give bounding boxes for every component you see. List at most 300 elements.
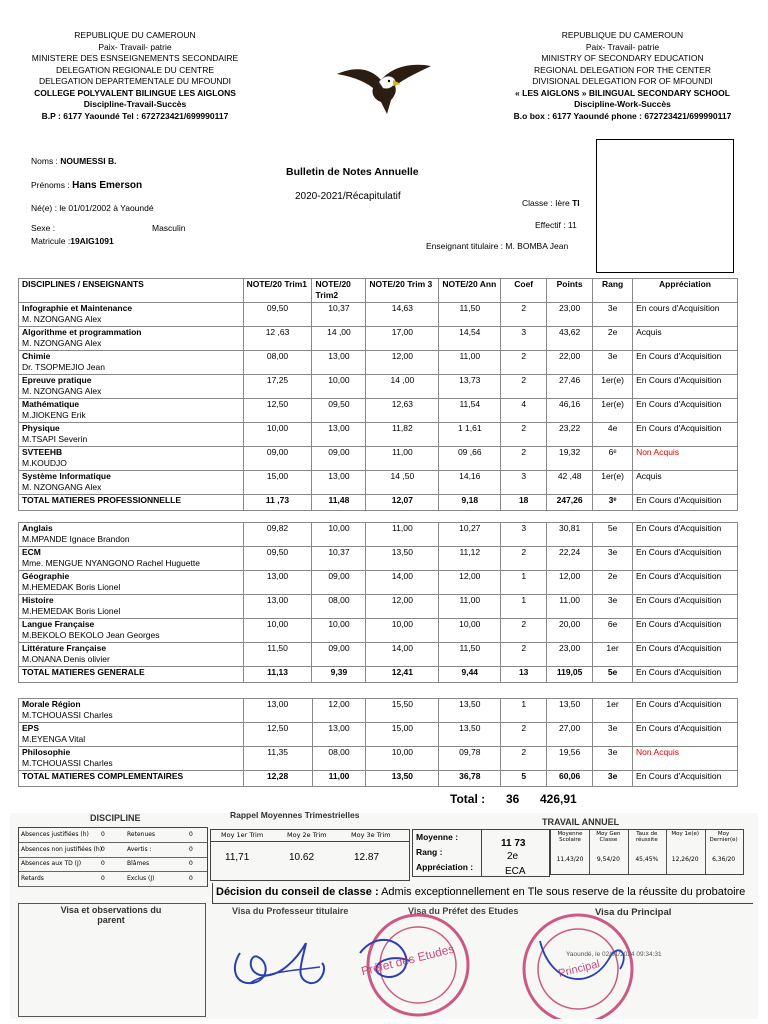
- travail-title: TRAVAIL ANNUEL: [542, 817, 620, 827]
- appreciation-cell: En Cours d'Acquisition: [633, 643, 738, 667]
- trim3-cell: 15,50: [366, 699, 439, 723]
- subject-row: [19, 447, 738, 471]
- rappel-v1: 11,71: [225, 852, 250, 863]
- annual-cell: 11,50: [439, 303, 501, 327]
- points-cell: 42 ,48: [547, 471, 593, 495]
- class-size: Effectif : 11: [535, 220, 577, 230]
- total-coef: 5: [501, 771, 547, 787]
- annual-cell: 10,00: [439, 619, 501, 643]
- rank-cell: 1er(e): [593, 375, 633, 399]
- total-points: 247,26: [547, 495, 593, 511]
- trim2-cell: 08,00: [312, 595, 366, 619]
- annual-cell: 11,54: [439, 399, 501, 423]
- appreciation-cell: En Cours d'Acquisition: [633, 375, 738, 399]
- subject-name: Infographie et Maintenance: [22, 303, 133, 313]
- trim1-cell: 12,50: [243, 723, 312, 747]
- subject-cell: [19, 303, 244, 327]
- decision-label: Décision du conseil de classe :: [216, 886, 379, 898]
- appreciation-cell: En Cours d'Acquisition: [633, 571, 738, 595]
- appreciation-cell: Non Acquis: [633, 747, 738, 771]
- travail-header: Moy Dernier(e): [709, 831, 738, 843]
- student-matricule-row: [31, 236, 114, 246]
- points-cell: 23,22: [547, 423, 593, 447]
- rappel-h3: Moy 3e Trim: [351, 831, 391, 839]
- total-row: [19, 667, 738, 683]
- subject-row: [19, 399, 738, 423]
- student-firstname: Hans Emerson: [72, 180, 143, 191]
- grand-total-label: Total :: [450, 792, 486, 806]
- coef-cell: 2: [501, 423, 547, 447]
- grand-total-coef: 36: [506, 792, 520, 806]
- header-fr-line: Paix- Travail- patrie: [98, 41, 172, 52]
- discipline-b-value: 0: [189, 831, 193, 838]
- student-name-label: Noms :: [31, 156, 58, 166]
- trim2-cell: 13,00: [312, 471, 366, 495]
- trim2-cell: 10,37: [312, 303, 366, 327]
- student-firstname-label: Prénoms :: [31, 180, 70, 190]
- header-fr-contact: B.P : 6177 Yaoundé Tel : 672723421/699990117: [41, 110, 229, 121]
- coef-cell: 2: [501, 303, 547, 327]
- trim1-cell: 13,00: [243, 699, 312, 723]
- trim3-cell: 17,00: [366, 327, 439, 351]
- rank-cell: 3e: [593, 351, 633, 375]
- discipline-b-value: 0: [189, 874, 193, 882]
- total-label: TOTAL MATIERES COMPLEMENTAIRES: [19, 771, 244, 787]
- header-fr-line: MINISTERE DES ESNSEIGNEMENTS SECONDAIRE: [31, 53, 239, 63]
- bulletin-title: Bulletin de Notes Annuelle: [286, 166, 419, 178]
- stamp-principal-text: Principal: [557, 958, 602, 980]
- stamp-prefet-text: Préfet des Etudes: [359, 941, 456, 979]
- annual-cell: 10,27: [439, 523, 501, 547]
- trim2-cell: 13,00: [312, 723, 366, 747]
- discipline-a-label: Retards: [21, 874, 44, 882]
- trim3-cell: 14 ,50: [366, 471, 439, 495]
- subject-cell: [19, 571, 244, 595]
- discipline-a-value: 0: [101, 860, 105, 867]
- travail-value: 11,43/20: [556, 856, 584, 863]
- subject-cell: [19, 699, 244, 723]
- points-cell: 19,32: [547, 447, 593, 471]
- travail-header: Moyenne Scolaire: [557, 831, 583, 843]
- stamp-date: Yaoundé, le 02/01/2024 09:34:31: [566, 951, 662, 958]
- points-cell: 23,00: [547, 303, 593, 327]
- rank-cell: 1er: [593, 699, 633, 723]
- coef-cell: 1: [501, 571, 547, 595]
- header-fr-line: REPUBLIQUE DU CAMEROUN: [74, 30, 196, 40]
- annual-cell: 14,16: [439, 471, 501, 495]
- trim2-cell: 08,00: [312, 747, 366, 771]
- class-teacher: Enseignant titulaire : M. BOMBA Jean: [426, 241, 569, 251]
- trim1-cell: 15,00: [243, 471, 312, 495]
- col-header: NOTE/20 Trim1: [243, 279, 312, 303]
- teacher-name: M. NZONGANG Alex: [22, 314, 102, 324]
- travail-header: Moy Gen Classe: [596, 831, 621, 843]
- subject-cell: [19, 523, 244, 547]
- annual-cell: 09 ,66: [439, 447, 501, 471]
- trim1-cell: 09,00: [243, 447, 312, 471]
- total-appreciation: En Cours d'Acquisition: [633, 771, 738, 787]
- coef-cell: 2: [501, 747, 547, 771]
- decision-row: [216, 886, 745, 898]
- teacher-name: M. NZONGANG Alex: [22, 338, 102, 348]
- teacher-name: M.KOUDJO: [22, 458, 67, 468]
- annual-cell: 12,00: [439, 571, 501, 595]
- discipline-row: [19, 828, 207, 843]
- subject-cell: [19, 723, 244, 747]
- total-trim2: 11,48: [312, 495, 366, 511]
- class-row: [522, 198, 580, 208]
- trim2-cell: 13,00: [312, 351, 366, 375]
- trim3-cell: 14,00: [366, 571, 439, 595]
- header-fr-line: DELEGATION REGIONALE DU CENTRE: [55, 64, 215, 75]
- annual-cell: 11,00: [439, 351, 501, 375]
- col-header: Coef: [501, 279, 547, 303]
- points-cell: 13,50: [547, 699, 593, 723]
- subject-name: Histoire: [22, 595, 54, 605]
- subject-row: [19, 523, 738, 547]
- subject-name: Algorithme et programmation: [22, 327, 142, 337]
- subject-cell: [19, 327, 244, 351]
- total-rank: 5e: [593, 667, 633, 683]
- discipline-a-value: 0: [101, 845, 105, 853]
- rang-value: 2e: [507, 851, 519, 862]
- grades-table-professional: [18, 278, 738, 511]
- teacher-name: M.ONANA Denis olivier: [22, 654, 110, 664]
- rank-cell: 3e: [593, 303, 633, 327]
- header-en-line: MINISTRY OF SECONDARY EDUCATION: [541, 53, 704, 63]
- subject-name: Philosophie: [22, 747, 71, 757]
- subject-cell: [19, 595, 244, 619]
- appreciation-cell: En Cours d'Acquisition: [633, 547, 738, 571]
- annual-cell: 13,73: [439, 375, 501, 399]
- teacher-name: M.TCHOUASSI Charles: [22, 710, 113, 720]
- subject-cell: [19, 471, 244, 495]
- moyenne-value: 11 73: [501, 838, 526, 849]
- subject-row: [19, 471, 738, 495]
- moyenne-box: [412, 829, 550, 877]
- discipline-a-value: 0: [101, 874, 105, 882]
- points-cell: 46,16: [547, 399, 593, 423]
- points-cell: 20,00: [547, 619, 593, 643]
- total-points: 60,06: [547, 771, 593, 787]
- coef-cell: 2: [501, 351, 547, 375]
- student-firstname-row: [31, 180, 142, 191]
- header-en-line: REPUBLIQUE DU CAMEROUN: [561, 30, 684, 40]
- trim1-cell: 09,50: [243, 303, 312, 327]
- teacher-name: M. NZONGANG Alex: [22, 386, 102, 396]
- rappel-title: Rappel Moyennes Trimestrielles: [230, 810, 360, 820]
- student-birth-label: Né(e) :: [31, 203, 57, 213]
- subject-row: [19, 327, 738, 351]
- visa-prefet: Visa du Préfet des Etudes: [408, 906, 519, 916]
- teacher-name: M.EYENGA Vital: [22, 734, 86, 744]
- trim1-cell: 13,00: [243, 595, 312, 619]
- teacher-name: Mme. MENGUE NYANGONO Rachel Huguette: [22, 558, 200, 568]
- travail-value: 12,26/20: [671, 856, 699, 863]
- total-label: TOTAL MATIERES PROFESSIONNELLE: [19, 495, 244, 511]
- teacher-name: M.MPANDE Ignace Brandon: [22, 534, 130, 544]
- grades-table-general: [18, 522, 738, 683]
- coef-cell: 3: [501, 471, 547, 495]
- subject-name: Géographie: [22, 571, 70, 581]
- col-header: NOTE/20 Trim2: [312, 279, 366, 303]
- subject-name: Physique: [22, 423, 60, 433]
- total-points: 119,05: [547, 667, 593, 683]
- student-matricule-label: Matricule :: [31, 236, 71, 246]
- appreciation-cell: En Cours d'Acquisition: [633, 619, 738, 643]
- coef-cell: 2: [501, 723, 547, 747]
- trim2-cell: 09,00: [312, 571, 366, 595]
- rank-cell: 1er: [593, 643, 633, 667]
- trim2-cell: 10,00: [312, 619, 366, 643]
- rank-cell: 2e: [593, 327, 633, 351]
- teacher-name: M.TSAPI Severin: [22, 434, 88, 444]
- rank-cell: 3e: [593, 723, 633, 747]
- rank-cell: 3e: [593, 547, 633, 571]
- teacher-name: M. NZONGANG Alex: [22, 482, 102, 492]
- subject-cell: [19, 643, 244, 667]
- total-coef: 18: [501, 495, 547, 511]
- points-cell: 22,00: [547, 351, 593, 375]
- points-cell: 27,46: [547, 375, 593, 399]
- teacher-name: M.JIOKENG Erik: [22, 410, 86, 420]
- subject-row: [19, 547, 738, 571]
- trim2-cell: 14 ,00: [312, 327, 366, 351]
- rappel-v3: 12.87: [354, 852, 380, 863]
- discipline-b-label: Exclus (J): [127, 874, 155, 882]
- trim3-cell: 12,00: [366, 595, 439, 619]
- discipline-title: DISCIPLINE: [90, 813, 141, 823]
- trim1-cell: 12,50: [243, 399, 312, 423]
- points-cell: 27,00: [547, 723, 593, 747]
- header-en: [500, 30, 745, 122]
- points-cell: 30,81: [547, 523, 593, 547]
- rank-cell: 1er(e): [593, 471, 633, 495]
- photo-box: [596, 139, 734, 273]
- subject-cell: [19, 447, 244, 471]
- subject-cell: [19, 351, 244, 375]
- trim3-cell: 14,63: [366, 303, 439, 327]
- total-trim1: 11 ,73: [243, 495, 312, 511]
- discipline-box: [18, 827, 208, 887]
- trim2-cell: 09,50: [312, 399, 366, 423]
- trim1-cell: 11,50: [243, 643, 312, 667]
- total-trim1: 12,28: [243, 771, 312, 787]
- coef-cell: 2: [501, 619, 547, 643]
- subject-row: [19, 643, 738, 667]
- trim3-cell: 11,00: [366, 447, 439, 471]
- rappel-h2: Moy 2e Trim: [287, 831, 327, 839]
- points-cell: 23,00: [547, 643, 593, 667]
- total-row: [19, 495, 738, 511]
- subject-row: [19, 699, 738, 723]
- visa-prof: Visa du Professeur titulaire: [232, 906, 349, 916]
- teacher-name: M.HEMEDAK Boris Lionel: [22, 582, 121, 592]
- points-cell: 12,00: [547, 571, 593, 595]
- trim1-cell: 17,25: [243, 375, 312, 399]
- subject-cell: [19, 375, 244, 399]
- signatures-stamps-icon: [210, 913, 758, 1019]
- subject-name: EPS: [22, 723, 40, 733]
- travail-value: 6,36/20: [712, 856, 736, 863]
- student-birth: le 01/01/2002 à Yaoundé: [59, 203, 154, 213]
- student-matricule: 19AIG1091: [70, 236, 114, 246]
- student-sex: Masculin: [152, 223, 186, 233]
- trim3-cell: 14 ,00: [366, 375, 439, 399]
- trim1-cell: 10,00: [243, 423, 312, 447]
- trim1-cell: 10,00: [243, 619, 312, 643]
- rank-cell: 5e: [593, 523, 633, 547]
- trim1-cell: 08,00: [243, 351, 312, 375]
- trim1-cell: 11,35: [243, 747, 312, 771]
- subject-name: ECM: [22, 547, 41, 557]
- teacher-name: M.BEKOLO BEKOLO Jean Georges: [22, 630, 160, 640]
- trim3-cell: 13,50: [366, 547, 439, 571]
- coef-cell: 2: [501, 375, 547, 399]
- annual-cell: 09,78: [439, 747, 501, 771]
- total-annual: 36,78: [439, 771, 501, 787]
- trim2-cell: 13,00: [312, 423, 366, 447]
- annual-cell: 13,50: [439, 699, 501, 723]
- coef-cell: 3: [501, 523, 547, 547]
- subject-name: Epreuve pratique: [22, 375, 92, 385]
- discipline-row: [19, 843, 207, 858]
- trim1-cell: 13,00: [243, 571, 312, 595]
- rank-cell: 6ᵉ: [593, 447, 633, 471]
- points-cell: 22,24: [547, 547, 593, 571]
- discipline-row: [19, 872, 207, 887]
- coef-cell: 1: [501, 595, 547, 619]
- header-en-line: DIVISIONAL DELEGATION FOR OF MFOUNDI: [532, 76, 713, 86]
- trim3-cell: 12,63: [366, 399, 439, 423]
- discipline-b-label: Avertis :: [127, 845, 152, 853]
- appreciation-value: ECA: [505, 866, 526, 877]
- subject-name: Littérature Française: [22, 643, 107, 653]
- appreciation-cell: En Cours d'Acquisition: [633, 351, 738, 375]
- decision-text: Admis exceptionnellement en Tle sous reserve de la réussite du probatoire: [381, 886, 746, 898]
- header-en-line: Paix- Travail- patrie: [585, 41, 660, 52]
- trim3-cell: 15,00: [366, 723, 439, 747]
- total-label: TOTAL MATIERES GENERALE: [19, 667, 244, 683]
- grand-total-points: 426,91: [540, 792, 577, 806]
- travail-box: [550, 829, 744, 875]
- trim3-cell: 12,00: [366, 351, 439, 375]
- appreciation-cell: Acquis: [633, 471, 738, 495]
- subject-row: [19, 351, 738, 375]
- appreciation-cell: En cours d'Acquisition: [633, 303, 738, 327]
- rank-cell: 2e: [593, 571, 633, 595]
- trim2-cell: 12,00: [312, 699, 366, 723]
- appreciation-cell: Non Acquis: [633, 447, 738, 471]
- discipline-a-label: Absences aux TD (J): [21, 860, 82, 867]
- discipline-b-label: Retenues: [127, 831, 156, 838]
- rank-cell: 3e: [593, 747, 633, 771]
- rappel-v2: 10.62: [289, 852, 315, 863]
- total-annual: 9,44: [439, 667, 501, 683]
- subject-cell: [19, 747, 244, 771]
- student-sex-label: Sexe :: [31, 223, 56, 233]
- points-cell: 43,62: [547, 327, 593, 351]
- trim1-cell: 12 ,63: [243, 327, 312, 351]
- total-coef: 13: [501, 667, 547, 683]
- annual-cell: 11,12: [439, 547, 501, 571]
- student-name: NOUMESSI B.: [60, 156, 117, 166]
- total-row: [19, 771, 738, 787]
- eagle-logo-icon: [335, 60, 433, 118]
- subject-cell: [19, 547, 244, 571]
- discipline-row: [19, 857, 207, 872]
- subject-name: Mathématique: [22, 399, 80, 409]
- header-fr-motto: Discipline-Travail-Succès: [83, 99, 187, 109]
- discipline-b-value: 0: [189, 860, 193, 867]
- travail-value: 45,45%: [635, 856, 659, 863]
- travail-value: 9,54/20: [596, 856, 620, 863]
- grades-table-complementary: [18, 698, 738, 787]
- rank-cell: 6e: [593, 619, 633, 643]
- total-annual: 9,18: [439, 495, 501, 511]
- subject-name: Anglais: [22, 523, 53, 533]
- appreciation-cell: En Cours d'Acquisition: [633, 523, 738, 547]
- points-cell: 11,00: [547, 595, 593, 619]
- rappel-h1: Moy 1er Trim: [221, 831, 264, 839]
- coef-cell: 2: [501, 547, 547, 571]
- class-label: Classe : Ière: [522, 198, 570, 208]
- trim2-cell: 10,00: [312, 523, 366, 547]
- total-rank: 3ᵉ: [593, 495, 633, 511]
- header-fr-school: COLLEGE POLYVALENT BILINGUE LES AIGLONS: [34, 87, 236, 98]
- discipline-a-label: Absences non justifiées (h): [21, 845, 103, 853]
- coef-cell: 1: [501, 699, 547, 723]
- subject-row: [19, 747, 738, 771]
- total-trim3: 13,50: [366, 771, 439, 787]
- col-header: NOTE/20 Trim 3: [366, 279, 439, 303]
- annual-cell: 14,54: [439, 327, 501, 351]
- col-header: Rang: [593, 279, 633, 303]
- trim3-cell: 11,00: [366, 523, 439, 547]
- annual-cell: 11,50: [439, 643, 501, 667]
- trim2-cell: 09,00: [312, 643, 366, 667]
- appreciation-cell: En Cours d'Acquisition: [633, 723, 738, 747]
- scanned-footer: [10, 810, 758, 1019]
- subject-row: [19, 375, 738, 399]
- rank-cell: 4e: [593, 423, 633, 447]
- subject-name: Système Informatique: [22, 471, 111, 481]
- coef-cell: 2: [501, 643, 547, 667]
- col-header: NOTE/20 Ann: [439, 279, 501, 303]
- total-rank: 3e: [593, 771, 633, 787]
- col-header: Appréciation: [633, 279, 738, 303]
- total-appreciation: En Cours d'Acquisition: [633, 495, 738, 511]
- appreciation-label: Appréciation :: [416, 862, 474, 872]
- subject-cell: [19, 399, 244, 423]
- subject-cell: [19, 619, 244, 643]
- header-en-line: REGIONAL DELEGATION FOR THE CENTER: [534, 64, 711, 75]
- appreciation-cell: En Cours d'Acquisition: [633, 399, 738, 423]
- travail-header: Moy 1e(e): [671, 831, 700, 837]
- total-trim2: 11,00: [312, 771, 366, 787]
- discipline-b-value: 0: [189, 845, 193, 853]
- appreciation-cell: Acquis: [633, 327, 738, 351]
- subject-row: [19, 723, 738, 747]
- total-trim3: 12,41: [366, 667, 439, 683]
- trim3-cell: 10,00: [366, 747, 439, 771]
- subject-name: Morale Région: [22, 699, 81, 709]
- coef-cell: 3: [501, 327, 547, 351]
- subject-row: [19, 619, 738, 643]
- header-en-contact: B.o box : 6177 Yaoundé phone : 672723421/699990117: [513, 110, 732, 121]
- total-trim2: 9,39: [312, 667, 366, 683]
- total-trim3: 12,07: [366, 495, 439, 511]
